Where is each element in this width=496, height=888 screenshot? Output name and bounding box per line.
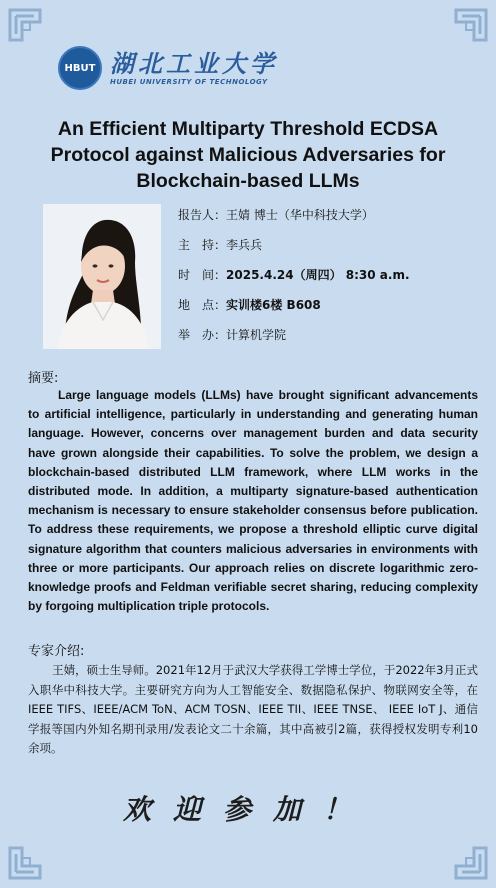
corner-ornament-icon	[8, 846, 42, 880]
speaker-row	[178, 206, 410, 236]
corner-ornament-icon	[454, 8, 488, 42]
university-name-en: HUBEI UNIVERSITY OF TECHNOLOGY	[110, 78, 268, 86]
welcome-text: 欢迎参加！	[122, 793, 373, 826]
university-name	[110, 50, 278, 86]
organizer-value: 计算机学院	[226, 328, 287, 342]
speaker-photo	[43, 204, 161, 349]
speaker-value: 王婧 博士（华中科技大学）	[226, 208, 374, 222]
organizer-row	[178, 326, 410, 356]
time-row	[178, 266, 410, 296]
host-label: 主 持：	[178, 238, 227, 252]
bio-text: 王婧，硕士生导师。2021年12月于武汉大学获得工学博士学位，于2022年3月正式入职华中科技大学。主要研究方向为人工智能安全、数据隐私保护、物联网安全等，在IEEE TIFS、IEEE/ACM ToN、ACM TOSN、IEEE TII、IEEE TNSE、 IEEE IoT J、通信学报等国内外知名期刊录用/发表论文二十余篇，其中高被引2篇，获得授权发明专利10余项。	[28, 663, 478, 755]
bio-heading: 专家介绍:	[28, 644, 85, 659]
abstract-text: Large language models (LLMs) have brought significant advancements to artificial intelligence, particularly in understanding and generating human language. However, concerns over management burden and data security have grown alongside their capabilities. To solve the problem, we design a blockchain-based distributed LLM framework, where LLM works in the distributed mode. In addition, a multiparty signature-based authentication mechanism is necessary to ensure stakeholder consensus before publication. To address these requirements, we propose a threshold elliptic curve digital signature algorithm that counters malicious adversaries in environments with three or more participants. Our approach relies on discrete logarithmic zero-knowledge proofs and Feldman verifiable secret sharing, reducing complexity by forgoing multiplication triple protocols.	[28, 388, 478, 614]
corner-ornament-icon	[8, 8, 42, 42]
abstract-heading: 摘要:	[28, 371, 59, 386]
place-label: 地 点：	[178, 298, 227, 312]
logo-text: HBUT	[64, 62, 96, 74]
time-value: 2025.4.24（周四） 8:30 a.m.	[226, 268, 410, 282]
host-value: 李兵兵	[226, 238, 263, 252]
organizer-label: 举 办：	[178, 328, 227, 342]
talk-info	[178, 206, 410, 356]
place-row	[178, 296, 410, 326]
university-name-cn: 湖北工业大学	[110, 49, 278, 78]
university-header	[58, 42, 298, 94]
corner-ornament-icon	[454, 846, 488, 880]
university-logo	[58, 46, 102, 90]
speaker-label: 报告人：	[178, 208, 227, 222]
place-value: 实训楼6楼 B608	[226, 298, 321, 312]
time-label: 时 间：	[178, 268, 227, 282]
host-row	[178, 236, 410, 266]
talk-title: An Efficient Multiparty Threshold ECDSA Protocol against Malicious Adversaries for Blockchain-based LLMs	[50, 118, 446, 192]
